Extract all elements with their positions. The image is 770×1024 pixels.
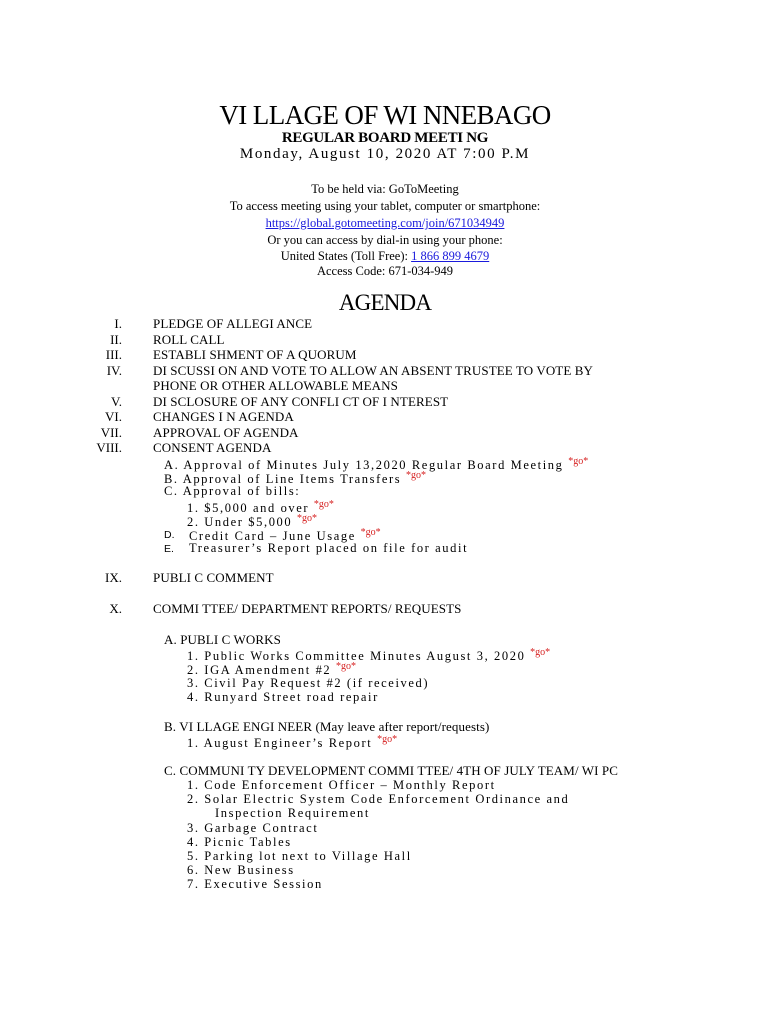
item-number: V. — [111, 394, 122, 409]
consent-item-e-label: E. — [164, 543, 174, 555]
item-text: APPROVAL OF AGENDA — [153, 425, 299, 440]
phone-prefix: United States (Toll Free): — [280, 249, 412, 263]
item-text: PLEDGE OF ALLEGI ANCE — [153, 316, 313, 331]
item-number: I. — [114, 316, 122, 331]
meeting-url-line — [0, 216, 770, 231]
item-text: COMMI TTEE/ DEPARTMENT REPORTS/ REQUESTS — [153, 601, 462, 616]
community-item: 4. Picnic Tables — [187, 835, 292, 849]
item-text-cont: PHONE OR OTHER ALLOWABLE MEANS — [153, 378, 398, 393]
item-text: CONSENT AGENDA — [153, 440, 272, 455]
item-text: ROLL CALL — [153, 332, 225, 347]
item-number: VII. — [100, 425, 122, 440]
consent-item-d-label: D. — [164, 529, 175, 541]
public-works-item-4: 4. Runyard Street road repair — [187, 690, 379, 704]
public-works-heading: A. PUBLI C WORKS — [164, 632, 281, 647]
access-code: Access Code: 671-034-949 — [316, 264, 454, 278]
item-number: X. — [109, 601, 122, 616]
go-link[interactable]: *go* — [313, 499, 334, 510]
go-link[interactable]: *go* — [336, 661, 357, 672]
page-title: VI LLAGE OF WI NNEBAGO — [219, 100, 551, 130]
access-line-2: To access meeting using your tablet, computer or smartphone: — [229, 199, 541, 213]
item-number: VIII. — [96, 440, 122, 455]
consent-item-c: C. Approval of bills: — [164, 484, 301, 498]
go-link[interactable]: *go* — [377, 734, 398, 745]
community-item-cont: Inspection Requirement — [215, 806, 370, 820]
item-text: DI SCLOSURE OF ANY CONFLI CT OF I NTEREST — [153, 394, 449, 409]
go-link[interactable]: *go* — [360, 527, 381, 538]
item-text: PUBLI C COMMENT — [153, 570, 274, 585]
item-text: ESTABLI SHMENT OF A QUORUM — [153, 347, 357, 362]
community-item: 6. New Business — [187, 863, 295, 877]
consent-item-a-text: A. Approval of Minutes July 13,2020 Regular Board Meeting — [164, 458, 564, 473]
consent-item-b-text: B. Approval of Line Items Transfers — [164, 472, 402, 487]
community-item: 3. Garbage Contract — [187, 821, 319, 835]
agenda-heading: AGENDA — [338, 290, 432, 315]
community-item: 1. Code Enforcement Officer – Monthly Report — [187, 778, 496, 792]
phone-line — [0, 249, 770, 264]
community-item: 5. Parking lot next to Village Hall — [187, 849, 412, 863]
meeting-url-link[interactable]: https://global.gotomeeting.com/join/671034949 — [265, 216, 505, 230]
access-line-4: Or you can access by dial-in using your phone: — [267, 233, 503, 247]
community-heading: C. COMMUNI TY DEVELOPMENT COMMI TTEE/ 4TH OF JULY TEAM/ WI PC — [164, 763, 619, 778]
item-number: VI. — [105, 409, 122, 424]
meeting-date: Monday, August 10, 2020 AT 7:00 P.M — [239, 146, 531, 162]
consent-item-e: Treasurer’s Report placed on file for audit — [189, 541, 469, 555]
go-link[interactable]: *go* — [405, 470, 426, 481]
public-works-item-3: 3. Civil Pay Request #2 (if received) — [187, 676, 430, 690]
item-number: IV. — [106, 363, 122, 378]
engineer-heading: B. VI LLAGE ENGI NEER (May leave after report/requests) — [164, 719, 490, 734]
go-link[interactable]: *go* — [568, 456, 589, 467]
item-number: II. — [110, 332, 122, 347]
engineer-item-1-text: 1. August Engineer’s Report — [187, 736, 373, 751]
public-works-item-1-text: 1. Public Works Committee Minutes August 3, 2020 — [187, 649, 526, 664]
public-works-item-2-text: 2. IGA Amendment #2 — [187, 663, 332, 678]
item-text: CHANGES I N AGENDA — [153, 409, 294, 424]
access-line-1: To be held via: GoToMeeting — [311, 182, 459, 196]
go-link[interactable]: *go* — [296, 513, 317, 524]
community-item: 2. Solar Electric System Code Enforcement Ordinance and — [187, 792, 570, 806]
consent-item-c2-text: 2. Under $5,000 — [187, 515, 293, 530]
community-item: 7. Executive Session — [187, 877, 323, 891]
meeting-type: REGULAR BOARD MEETI NG — [281, 130, 489, 146]
engineer-item-1 — [187, 734, 397, 751]
phone-link[interactable]: 1 866 899 4679 — [411, 249, 490, 263]
consent-item-d-text: Credit Card – June Usage — [189, 529, 356, 544]
consent-item-c1-text: 1. $5,000 and over — [187, 501, 310, 516]
go-link[interactable]: *go* — [530, 647, 551, 658]
item-number: IX. — [105, 570, 122, 585]
item-text: DI SCUSSI ON AND VOTE TO ALLOW AN ABSENT TRUSTEE TO VOTE BY — [153, 363, 594, 378]
item-number: III. — [105, 347, 122, 362]
